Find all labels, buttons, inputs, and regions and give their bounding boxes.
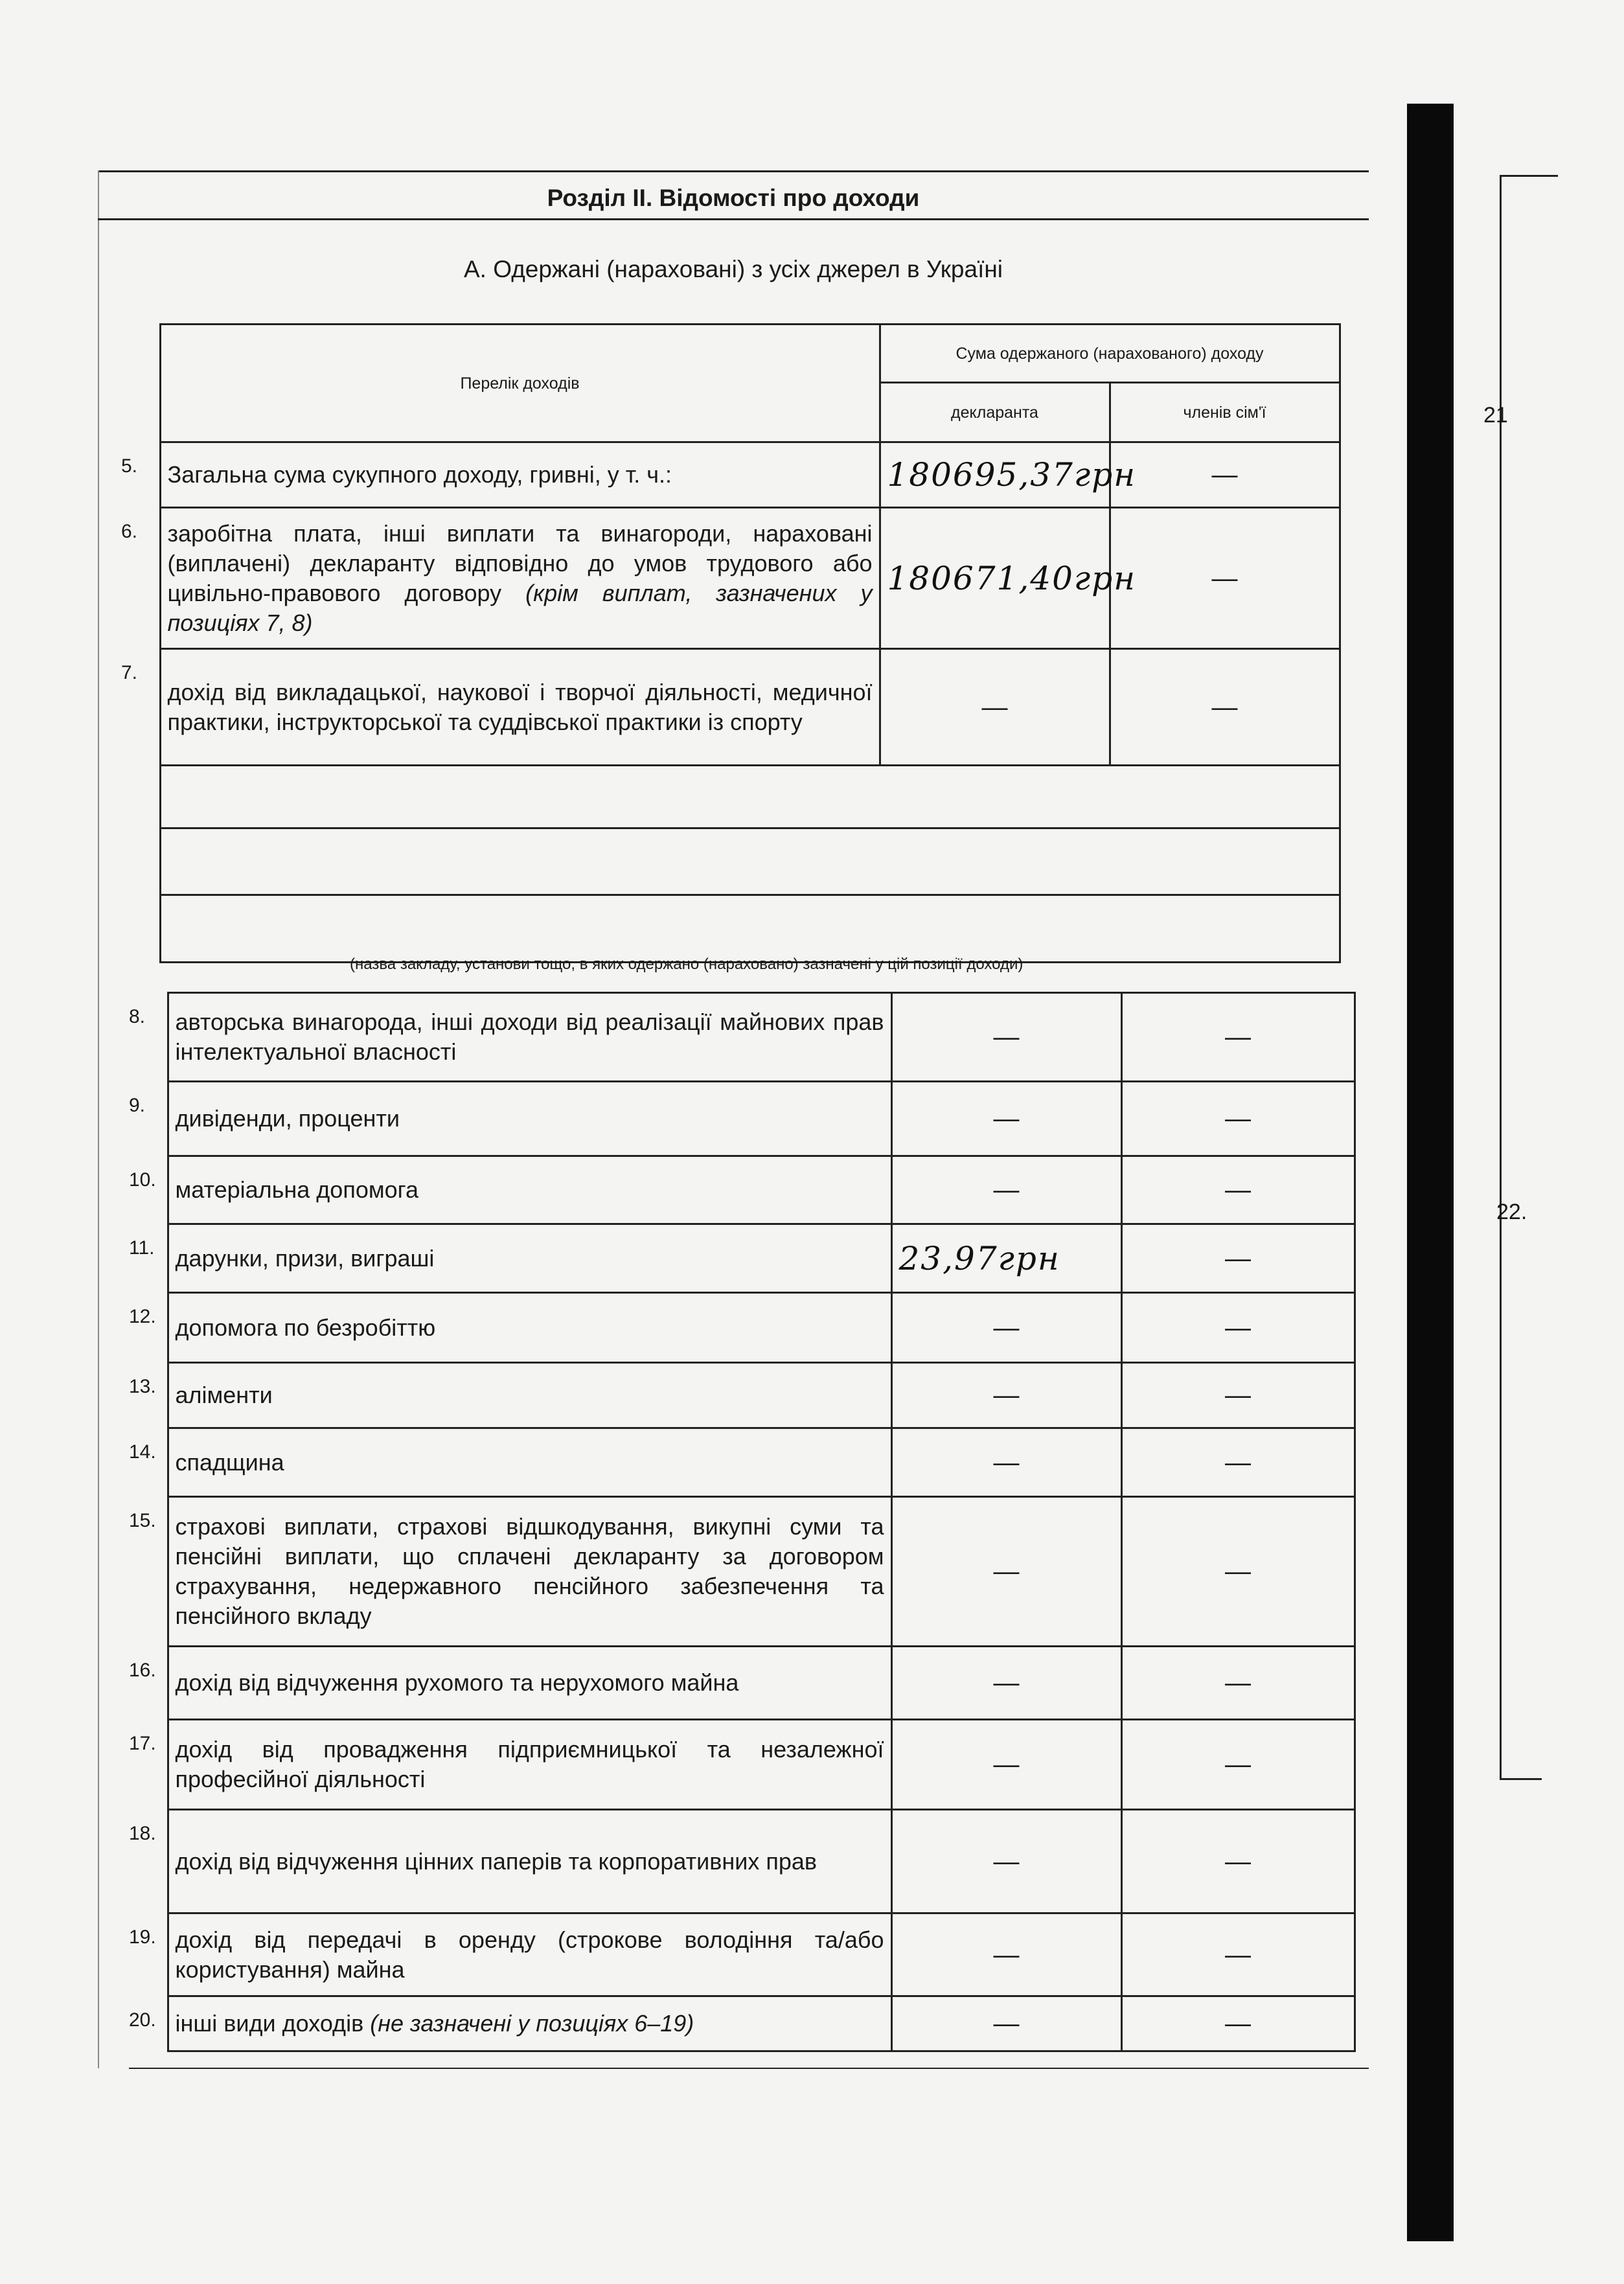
- title-underline: [98, 218, 1369, 220]
- income-table-bottom: [129, 992, 1356, 2052]
- row-label: спадщина: [168, 1428, 891, 1497]
- section-title: Розділ ІІ. Відомості про доходи: [547, 185, 920, 211]
- frame-bottom-line: [129, 2068, 1369, 2069]
- row-number: 8.: [129, 1005, 146, 1027]
- income-row: [129, 1224, 1355, 1293]
- declarant-amount: 180695,37грн: [880, 442, 1110, 508]
- family-amount: —: [1121, 1224, 1355, 1293]
- header-family: членів сім'ї: [1110, 383, 1340, 442]
- row-label-note: (крім виплат, зазначених у позиціях 7, 8): [167, 579, 873, 636]
- row-label: дивіденди, проценти: [168, 1082, 891, 1156]
- row-label: допомога по безробіттю: [168, 1293, 891, 1363]
- institution-line: [160, 895, 1340, 963]
- income-row: [129, 1913, 1355, 1996]
- income-row: [129, 1497, 1355, 1647]
- family-amount: —: [1121, 1082, 1355, 1156]
- income-row: [129, 1082, 1355, 1156]
- row-label: дохід від провадження підприємницької та незалежної професійної діяльності: [168, 1720, 891, 1810]
- institution-line: [160, 828, 1340, 895]
- row-label: дохід від передачі в оренду (строкове володіння та/або користування) майна: [168, 1913, 891, 1996]
- row-label: страхові виплати, страхові відшкодування, викупні суми та пенсійні виплати, що сплачені декларанту за договором страхування, недержавного пенсійного забезпечення та пенсійного вкладу: [168, 1497, 891, 1647]
- row-number: 7.: [121, 661, 138, 683]
- declarant-amount: —: [880, 649, 1110, 766]
- institution-line: [160, 766, 1340, 828]
- row-number: 10.: [129, 1169, 156, 1191]
- declarant-amount: —: [891, 1156, 1121, 1224]
- institution-caption: (назва закладу, установи тощо, в яких одержано (нараховано) зазначені у цій позиції доходи): [350, 955, 1024, 973]
- declarant-amount: —: [891, 1497, 1121, 1647]
- family-amount: —: [1121, 1156, 1355, 1224]
- row-number: 13.: [129, 1375, 156, 1397]
- declarant-amount: —: [891, 1810, 1121, 1913]
- side-page-number-22: 22.: [1496, 1200, 1527, 1224]
- frame-left-line: [98, 170, 99, 2068]
- row-number: 9.: [129, 1094, 146, 1116]
- income-row: [129, 1810, 1355, 1913]
- income-table-top: [121, 323, 1341, 963]
- header-income-list: Перелік доходів: [160, 325, 880, 442]
- declarant-amount: —: [891, 993, 1121, 1082]
- subsection-title: А. Одержані (нараховані) з усіх джерел в Україні: [463, 256, 1003, 282]
- row-label: матеріальна допомога: [168, 1156, 891, 1224]
- family-amount: —: [1121, 1363, 1355, 1428]
- income-row: [121, 442, 1340, 508]
- row-number: 12.: [129, 1305, 156, 1327]
- declarant-amount: —: [891, 1647, 1121, 1720]
- row-number: 14.: [129, 1441, 156, 1463]
- row-number: 11.: [129, 1237, 155, 1259]
- income-row: [129, 1996, 1355, 2051]
- family-amount: —: [1121, 1497, 1355, 1647]
- declarant-amount: —: [891, 1913, 1121, 1996]
- row-label: дохід від викладацької, наукової і творчої діяльності, медичної практики, інструкторської та суддівської практики із спорту: [160, 649, 880, 766]
- side-page-top: [1500, 175, 1558, 177]
- row-number: 18.: [129, 1822, 156, 1844]
- side-page-number-21: 21: [1483, 403, 1508, 428]
- row-number: 20.: [129, 2009, 156, 2031]
- header-declarant: декларанта: [880, 383, 1110, 442]
- frame-top-line: [98, 170, 1369, 172]
- declarant-amount: —: [891, 1996, 1121, 2051]
- income-row: [129, 1428, 1355, 1497]
- declarant-amount: —: [891, 1363, 1121, 1428]
- family-amount: —: [1121, 993, 1355, 1082]
- declarant-amount: —: [891, 1428, 1121, 1497]
- declarant-amount: 23,97грн: [891, 1224, 1121, 1293]
- binding-strip: [1407, 104, 1454, 2241]
- income-row: [121, 649, 1340, 766]
- family-amount: —: [1121, 1720, 1355, 1810]
- family-amount: —: [1121, 1293, 1355, 1363]
- row-number: 17.: [129, 1732, 156, 1754]
- row-label: заробітна плата, інші виплати та винагороди, нараховані (виплачені) декларанту відповідно до умов трудового або цивільно-правового договору (крім виплат, зазначених у позиціях 7, 8): [160, 508, 880, 649]
- row-label: інші види доходів (не зазначені у позиціях 6–19): [168, 1996, 891, 2051]
- declarant-amount: 180671,40грн: [880, 508, 1110, 649]
- income-row: [129, 1293, 1355, 1363]
- declarant-amount: —: [891, 1720, 1121, 1810]
- declarant-amount: —: [891, 1293, 1121, 1363]
- family-amount: —: [1110, 508, 1340, 649]
- row-label: дохід від відчуження цінних паперів та корпоративних прав: [168, 1810, 891, 1913]
- income-row: [129, 1363, 1355, 1428]
- row-label: авторська винагорода, інші доходи від реалізації майнових прав інтелектуальної власності: [168, 993, 891, 1082]
- family-amount: —: [1121, 1647, 1355, 1720]
- income-row: [129, 1647, 1355, 1720]
- family-amount: —: [1121, 1913, 1355, 1996]
- family-amount: —: [1110, 442, 1340, 508]
- row-number: 19.: [129, 1926, 156, 1948]
- row-number: 5.: [121, 455, 138, 477]
- row-label: Загальна сума сукупного доходу, гривні, у т. ч.:: [160, 442, 880, 508]
- income-row: [129, 1720, 1355, 1810]
- income-row: [129, 1156, 1355, 1224]
- side-page-bottom: [1500, 1778, 1542, 1780]
- income-row: [121, 508, 1340, 649]
- row-label: аліменти: [168, 1363, 891, 1428]
- row-number: 15.: [129, 1509, 156, 1531]
- declarant-amount: —: [891, 1082, 1121, 1156]
- income-row: [129, 993, 1355, 1082]
- family-amount: —: [1110, 649, 1340, 766]
- family-amount: —: [1121, 1996, 1355, 2051]
- row-number: 16.: [129, 1659, 156, 1681]
- row-label-note: (не зазначені у позиціях 6–19): [370, 2010, 694, 2037]
- row-number: 6.: [121, 520, 138, 542]
- row-label: дарунки, призи, виграші: [168, 1224, 891, 1293]
- header-income-sum: Сума одержаного (нарахованого) доходу: [880, 325, 1340, 383]
- family-amount: —: [1121, 1428, 1355, 1497]
- family-amount: —: [1121, 1810, 1355, 1913]
- row-label: дохід від відчуження рухомого та нерухомого майна: [168, 1647, 891, 1720]
